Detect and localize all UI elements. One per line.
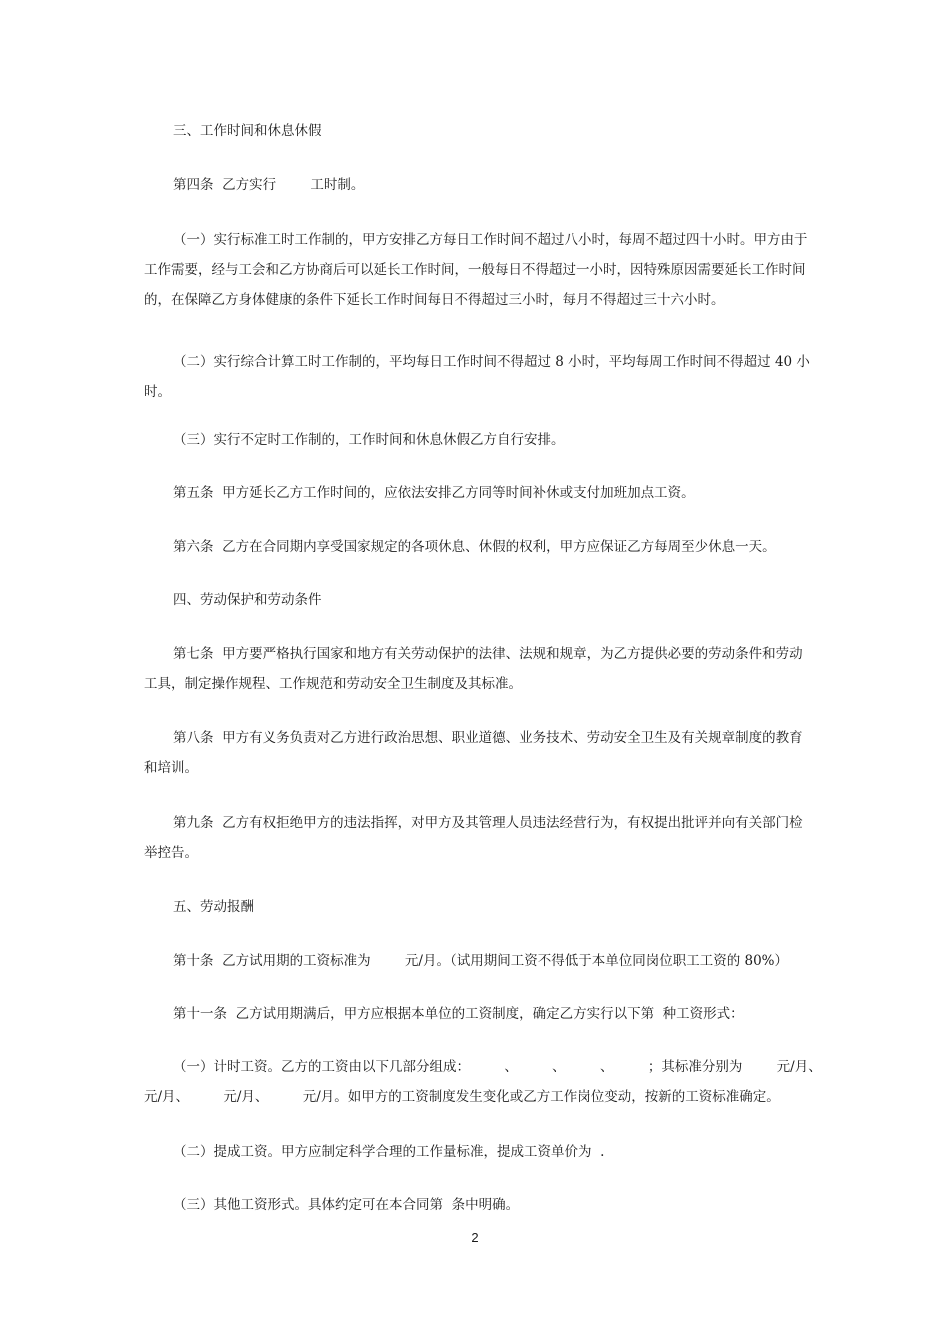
article-paragraph: （二）实行综合计算工时工作制的，平均每日工作时间不得超过 8 小时，平均每周工作时间不得超过 40 小时。 bbox=[144, 354, 810, 400]
section-heading: 四、劳动保护和劳动条件 bbox=[173, 592, 322, 608]
article-paragraph: （二）提成工资。甲方应制定科学合理的工作量标准，提成工资单价为 . bbox=[173, 1144, 605, 1160]
article-paragraph: 第九条 乙方有权拒绝甲方的违法指挥，对甲方及其管理人员违法经营行为，有权提出批评并向有关部门检举控告。 bbox=[144, 815, 803, 861]
article-paragraph-continuation: 元/月、 元/月、 元/月。如甲方的工资制度发生变化或乙方工作岗位变动，按新的工资标准确定。 bbox=[144, 1089, 780, 1105]
article-paragraph: 第六条 乙方在合同期内享受国家规定的各项休息、休假的权利，甲方应保证乙方每周至少休息一天。 bbox=[173, 539, 776, 555]
article-paragraph: （三）实行不定时工作制的，工作时间和休息休假乙方自行安排。 bbox=[173, 432, 565, 448]
article-paragraph: 第七条 甲方要严格执行国家和地方有关劳动保护的法律、法规和规章，为乙方提供必要的劳动条件和劳动工具，制定操作规程、工作规范和劳动安全卫生制度及其标准。 bbox=[144, 646, 803, 692]
article-paragraph: 第五条 甲方延长乙方工作时间的，应依法安排乙方同等时间补休或支付加班加点工资。 bbox=[173, 485, 695, 501]
article-paragraph: （一）实行标准工时工作制的，甲方安排乙方每日工作时间不超过八小时，每周不超过四十小时。甲方由于工作需要，经与工会和乙方协商后可以延长工作时间，一般每日不得超过一小时，因特殊原因需要延长工作时间的，在保障乙方身体健康的条件下延长工作时间每日不得超过三小时，每月不得超过三十六小时。 bbox=[144, 232, 808, 308]
article-paragraph: （三）其他工资形式。具体约定可在本合同第 条中明确。 bbox=[173, 1197, 520, 1213]
article-paragraph: 第十一条 乙方试用期满后，甲方应根据本单位的工资制度，确定乙方实行以下第 种工资形式： bbox=[173, 1006, 744, 1022]
section-heading: 五、劳动报酬 bbox=[173, 899, 254, 915]
section-heading: 三、工作时间和休息休假 bbox=[173, 123, 322, 139]
article-paragraph: （一）计时工资。乙方的工资由以下几部分组成： 、 、 、 ；其标准分别为 元/月、 bbox=[173, 1059, 822, 1075]
article-paragraph: 第八条 甲方有义务负责对乙方进行政治思想、职业道德、业务技术、劳动安全卫生及有关规章制度的教育和培训。 bbox=[144, 730, 803, 776]
article-paragraph: 第四条 乙方实行 工时制。 bbox=[173, 177, 365, 193]
page-number: 2 bbox=[471, 1230, 479, 1245]
article-paragraph: 第十条 乙方试用期的工资标准为 元/月。（试用期间工资不得低于本单位同岗位职工工资的 80%） bbox=[173, 953, 789, 969]
